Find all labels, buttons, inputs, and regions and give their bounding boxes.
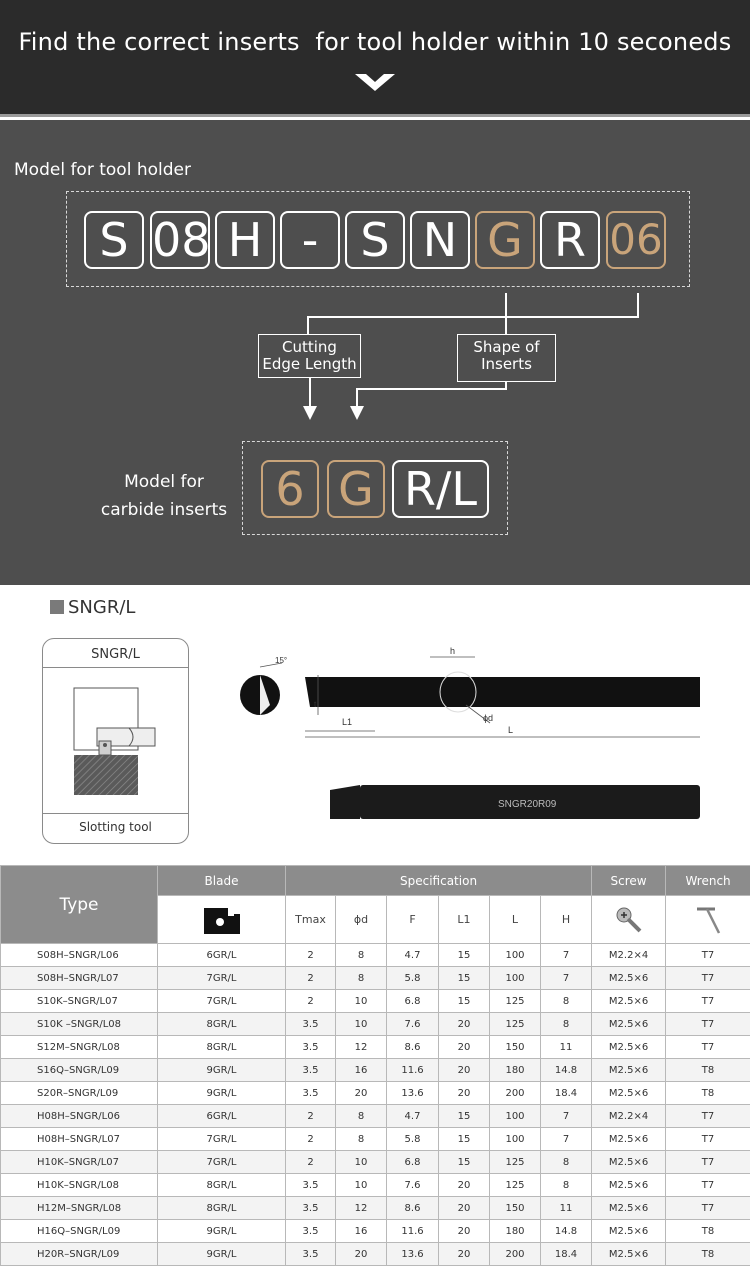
cell-blade: 6GR/L bbox=[158, 944, 286, 967]
chevron-down-icon bbox=[355, 74, 395, 91]
screw-icon bbox=[592, 896, 666, 944]
insert-code-char: R/L bbox=[392, 460, 489, 518]
cell-blade: 8GR/L bbox=[158, 1036, 286, 1059]
cell-tmax: 2 bbox=[286, 944, 336, 967]
table-row bbox=[1, 1220, 750, 1243]
cell-tmax: 2 bbox=[286, 1151, 336, 1174]
cell-f: 5.8 bbox=[387, 1128, 439, 1151]
cell-f: 8.6 bbox=[387, 1036, 439, 1059]
cell-model: S10K–SNGR/L07 bbox=[1, 990, 158, 1013]
cell-h: 11 bbox=[541, 1197, 592, 1220]
table-row bbox=[1, 1174, 750, 1197]
cell-wrench: T8 bbox=[666, 1220, 750, 1243]
cell-h: 8 bbox=[541, 1151, 592, 1174]
cell-l: 200 bbox=[490, 1243, 541, 1266]
cell-tmax: 3.5 bbox=[286, 1036, 336, 1059]
cell-l: 125 bbox=[490, 1174, 541, 1197]
holder-code-char: S bbox=[345, 211, 405, 269]
cell-l1: 20 bbox=[439, 1220, 490, 1243]
cell-tmax: 3.5 bbox=[286, 1220, 336, 1243]
cell-l: 180 bbox=[490, 1220, 541, 1243]
angle-label: 15° bbox=[275, 656, 288, 665]
cell-wrench: T8 bbox=[666, 1243, 750, 1266]
connector-line bbox=[307, 316, 309, 336]
holder-code-char: N bbox=[410, 211, 470, 269]
header-screw: Screw bbox=[592, 866, 666, 896]
cell-d: 8 bbox=[336, 1128, 387, 1151]
connector-line bbox=[307, 316, 639, 318]
cell-d: 8 bbox=[336, 1105, 387, 1128]
arrow-down-icon bbox=[350, 406, 364, 420]
cell-f: 4.7 bbox=[387, 1105, 439, 1128]
cell-d: 16 bbox=[336, 1220, 387, 1243]
cell-tmax: 3.5 bbox=[286, 1243, 336, 1266]
cell-screw: M2.5×6 bbox=[592, 1036, 666, 1059]
wrench-icon bbox=[666, 896, 750, 944]
cell-l: 150 bbox=[490, 1197, 541, 1220]
header-type: Type bbox=[1, 866, 158, 944]
table-row bbox=[1, 1013, 750, 1036]
insert-label: Model for carbide inserts bbox=[100, 472, 228, 520]
cell-blade: 7GR/L bbox=[158, 1151, 286, 1174]
arrow-down-icon bbox=[303, 406, 317, 420]
table-row bbox=[1, 1082, 750, 1105]
blade-icon bbox=[158, 896, 286, 944]
cell-wrench: T7 bbox=[666, 1197, 750, 1220]
header-wrench: Wrench bbox=[666, 866, 750, 896]
table-row bbox=[1, 1036, 750, 1059]
cell-l1: 15 bbox=[439, 1105, 490, 1128]
cell-tmax: 3.5 bbox=[286, 1197, 336, 1220]
product-section bbox=[0, 585, 750, 1275]
holder-code-char: S bbox=[84, 211, 144, 269]
cell-blade: 6GR/L bbox=[158, 1105, 286, 1128]
cell-wrench: T7 bbox=[666, 944, 750, 967]
cell-tmax: 2 bbox=[286, 1128, 336, 1151]
cell-l1: 20 bbox=[439, 1082, 490, 1105]
table-row bbox=[1, 944, 750, 967]
connector-line bbox=[309, 378, 311, 408]
cell-f: 5.8 bbox=[387, 967, 439, 990]
cell-f: 6.8 bbox=[387, 990, 439, 1013]
cell-h: 7 bbox=[541, 967, 592, 990]
cell-h: 8 bbox=[541, 1013, 592, 1036]
cell-screw: M2.5×6 bbox=[592, 1174, 666, 1197]
table-row bbox=[1, 1128, 750, 1151]
cell-model: S08H–SNGR/L06 bbox=[1, 944, 158, 967]
holder-code-char-highlight: 06 bbox=[606, 211, 666, 269]
cell-blade: 9GR/L bbox=[158, 1082, 286, 1105]
header-l1: L1 bbox=[439, 896, 490, 944]
cell-h: 18.4 bbox=[541, 1243, 592, 1266]
banner-title: Find the correct inserts for tool holder within 10 seconeds bbox=[18, 28, 732, 56]
cell-h: 11 bbox=[541, 1036, 592, 1059]
cell-screw: M2.5×6 bbox=[592, 1013, 666, 1036]
header-f: F bbox=[387, 896, 439, 944]
cell-f: 7.6 bbox=[387, 1174, 439, 1197]
table-row bbox=[1, 967, 750, 990]
cell-f: 8.6 bbox=[387, 1197, 439, 1220]
header-d: ϕd bbox=[336, 896, 387, 944]
cell-model: H08H–SNGR/L07 bbox=[1, 1128, 158, 1151]
connector-line bbox=[505, 316, 507, 336]
cell-blade: 7GR/L bbox=[158, 967, 286, 990]
cell-model: S12M–SNGR/L08 bbox=[1, 1036, 158, 1059]
cell-l1: 15 bbox=[439, 944, 490, 967]
t-label: t bbox=[314, 700, 317, 709]
cell-d: 20 bbox=[336, 1243, 387, 1266]
cell-wrench: T7 bbox=[666, 967, 750, 990]
cell-l1: 20 bbox=[439, 1197, 490, 1220]
cell-f: 13.6 bbox=[387, 1082, 439, 1105]
cell-screw: M2.5×6 bbox=[592, 1243, 666, 1266]
holder-label: Model for tool holder bbox=[14, 160, 191, 180]
cell-wrench: T7 bbox=[666, 1128, 750, 1151]
cell-tmax: 3.5 bbox=[286, 1059, 336, 1082]
cell-model: S16Q–SNGR/L09 bbox=[1, 1059, 158, 1082]
cell-l1: 15 bbox=[439, 990, 490, 1013]
holder-marking: SNGR20R09 bbox=[498, 799, 557, 810]
cell-d: 8 bbox=[336, 967, 387, 990]
top-banner bbox=[0, 0, 750, 117]
header-specification: Specification bbox=[286, 866, 592, 896]
callout-shape-of-inserts: Shape of Inserts bbox=[457, 334, 556, 382]
cell-model: H10K–SNGR/L08 bbox=[1, 1174, 158, 1197]
cell-d: 12 bbox=[336, 1197, 387, 1220]
cell-model: S08H–SNGR/L07 bbox=[1, 967, 158, 990]
cell-tmax: 3.5 bbox=[286, 1082, 336, 1105]
holder-code-char: R bbox=[540, 211, 600, 269]
cell-h: 7 bbox=[541, 1105, 592, 1128]
cell-l: 180 bbox=[490, 1059, 541, 1082]
cell-wrench: T7 bbox=[666, 1036, 750, 1059]
holder-code-char: H bbox=[215, 211, 275, 269]
cell-wrench: T7 bbox=[666, 1013, 750, 1036]
cell-model: S20R–SNGR/L09 bbox=[1, 1082, 158, 1105]
cell-f: 11.6 bbox=[387, 1220, 439, 1243]
cell-blade: 8GR/L bbox=[158, 1197, 286, 1220]
cell-d: 16 bbox=[336, 1059, 387, 1082]
cell-h: 7 bbox=[541, 1128, 592, 1151]
cell-l1: 15 bbox=[439, 1151, 490, 1174]
cell-screw: M2.5×6 bbox=[592, 1128, 666, 1151]
cell-model: H10K–SNGR/L07 bbox=[1, 1151, 158, 1174]
cell-screw: M2.5×6 bbox=[592, 990, 666, 1013]
divider bbox=[43, 813, 188, 814]
cell-d: 20 bbox=[336, 1082, 387, 1105]
cell-l1: 15 bbox=[439, 1128, 490, 1151]
cell-f: 4.7 bbox=[387, 944, 439, 967]
cell-blade: 9GR/L bbox=[158, 1220, 286, 1243]
cell-h: 14.8 bbox=[541, 1059, 592, 1082]
cell-wrench: T7 bbox=[666, 1174, 750, 1197]
cell-screw: M2.2×4 bbox=[592, 944, 666, 967]
table-row bbox=[1, 1243, 750, 1266]
cell-d: 12 bbox=[336, 1036, 387, 1059]
l1-label: L1 bbox=[342, 717, 353, 727]
cell-blade: 9GR/L bbox=[158, 1243, 286, 1266]
cell-wrench: T7 bbox=[666, 1151, 750, 1174]
cell-screw: M2.5×6 bbox=[592, 1059, 666, 1082]
cell-l: 100 bbox=[490, 967, 541, 990]
cell-l1: 20 bbox=[439, 1059, 490, 1082]
series-title: SNGR/L bbox=[50, 597, 135, 618]
table-row bbox=[1, 990, 750, 1013]
cell-tmax: 2 bbox=[286, 990, 336, 1013]
cell-f: 6.8 bbox=[387, 1151, 439, 1174]
cell-l1: 15 bbox=[439, 967, 490, 990]
cell-screw: M2.5×6 bbox=[592, 967, 666, 990]
cell-model: H20R–SNGR/L09 bbox=[1, 1243, 158, 1266]
header-blade: Blade bbox=[158, 866, 286, 896]
cell-model: H12M–SNGR/L08 bbox=[1, 1197, 158, 1220]
cell-blade: 7GR/L bbox=[158, 1128, 286, 1151]
cell-l: 100 bbox=[490, 1105, 541, 1128]
cell-d: 8 bbox=[336, 944, 387, 967]
cell-l1: 20 bbox=[439, 1013, 490, 1036]
cell-l: 150 bbox=[490, 1036, 541, 1059]
cell-l: 100 bbox=[490, 944, 541, 967]
insert-code-char-highlight: G bbox=[327, 460, 385, 518]
connector-line bbox=[356, 388, 358, 408]
cell-d: 10 bbox=[336, 1174, 387, 1197]
cell-tmax: 2 bbox=[286, 967, 336, 990]
cell-d: 10 bbox=[336, 990, 387, 1013]
insert-code-char-highlight: 6 bbox=[261, 460, 319, 518]
holder-code-char-highlight: G bbox=[475, 211, 535, 269]
cell-l: 100 bbox=[490, 1128, 541, 1151]
card-title: SNGR/L bbox=[91, 647, 140, 662]
cell-screw: M2.5×6 bbox=[592, 1151, 666, 1174]
connector-line bbox=[637, 293, 639, 317]
cell-d: 10 bbox=[336, 1151, 387, 1174]
cell-tmax: 3.5 bbox=[286, 1174, 336, 1197]
callout-cutting-edge-length: Cutting Edge Length bbox=[258, 334, 361, 378]
connector-line bbox=[505, 293, 507, 317]
cell-model: S10K –SNGR/L08 bbox=[1, 1013, 158, 1036]
cell-l: 125 bbox=[490, 1151, 541, 1174]
cell-screw: M2.5×6 bbox=[592, 1197, 666, 1220]
table-row bbox=[1, 1059, 750, 1082]
cell-blade: 8GR/L bbox=[158, 1013, 286, 1036]
cell-h: 8 bbox=[541, 990, 592, 1013]
code-diagram bbox=[0, 120, 750, 585]
connector-line bbox=[356, 388, 507, 390]
cell-d: 10 bbox=[336, 1013, 387, 1036]
cell-screw: M2.5×6 bbox=[592, 1082, 666, 1105]
cell-f: 13.6 bbox=[387, 1243, 439, 1266]
cell-screw: M2.5×6 bbox=[592, 1220, 666, 1243]
spec-table bbox=[0, 865, 750, 1266]
cell-screw: M2.2×4 bbox=[592, 1105, 666, 1128]
cell-l: 200 bbox=[490, 1082, 541, 1105]
cell-wrench: T7 bbox=[666, 1105, 750, 1128]
card-caption: Slotting tool bbox=[79, 820, 152, 834]
cell-blade: 9GR/L bbox=[158, 1059, 286, 1082]
table-row bbox=[1, 1197, 750, 1220]
table-row bbox=[1, 1105, 750, 1128]
slotting-tool-icon bbox=[69, 683, 169, 803]
table-row bbox=[1, 1151, 750, 1174]
l-label: L bbox=[508, 725, 514, 735]
cell-l1: 20 bbox=[439, 1243, 490, 1266]
cell-h: 8 bbox=[541, 1174, 592, 1197]
cell-model: H08H–SNGR/L06 bbox=[1, 1105, 158, 1128]
h-label: h bbox=[450, 646, 456, 656]
cell-h: 18.4 bbox=[541, 1082, 592, 1105]
holder-code-char: 08 bbox=[152, 213, 211, 267]
cell-h: 14.8 bbox=[541, 1220, 592, 1243]
cell-model: H16Q–SNGR/L09 bbox=[1, 1220, 158, 1243]
header-h: H bbox=[541, 896, 592, 944]
cell-wrench: T8 bbox=[666, 1082, 750, 1105]
d-label: ϕd bbox=[483, 713, 494, 723]
cell-blade: 8GR/L bbox=[158, 1174, 286, 1197]
cell-l1: 20 bbox=[439, 1036, 490, 1059]
header-l: L bbox=[490, 896, 541, 944]
cell-l: 125 bbox=[490, 1013, 541, 1036]
cell-blade: 7GR/L bbox=[158, 990, 286, 1013]
cell-f: 11.6 bbox=[387, 1059, 439, 1082]
tool-holder-drawing bbox=[230, 645, 710, 845]
cell-wrench: T8 bbox=[666, 1059, 750, 1082]
cell-f: 7.6 bbox=[387, 1013, 439, 1036]
header-tmax: Tmax bbox=[286, 896, 336, 944]
cell-tmax: 3.5 bbox=[286, 1013, 336, 1036]
slotting-tool-card bbox=[42, 638, 189, 844]
cell-h: 7 bbox=[541, 944, 592, 967]
cell-l1: 20 bbox=[439, 1174, 490, 1197]
divider bbox=[43, 667, 188, 668]
cell-l: 125 bbox=[490, 990, 541, 1013]
cell-tmax: 2 bbox=[286, 1105, 336, 1128]
cell-wrench: T7 bbox=[666, 990, 750, 1013]
holder-code-char: - bbox=[280, 211, 340, 269]
